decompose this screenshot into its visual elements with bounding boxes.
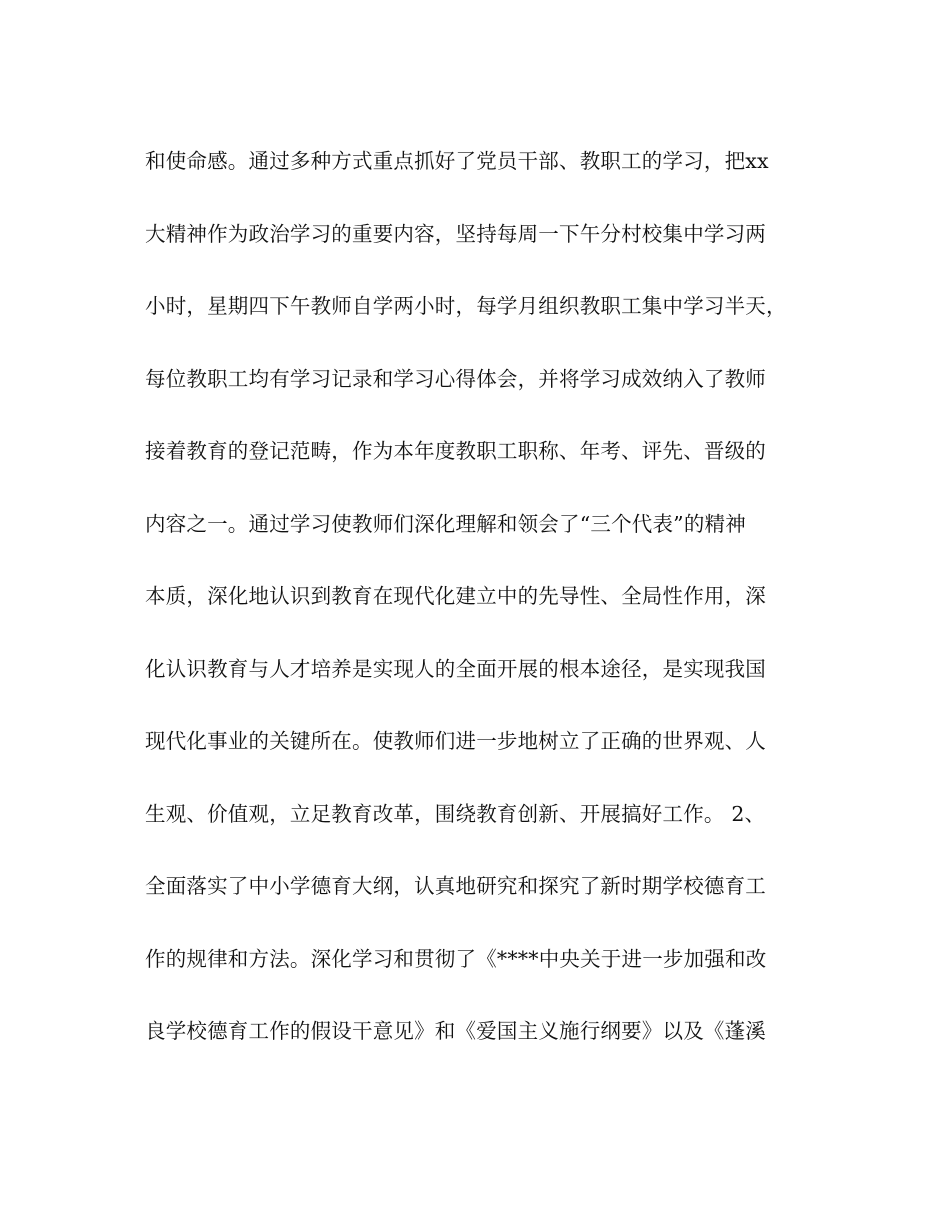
text-line: 本质，深化地认识到教育在现代化建立中的先导性、全局性作用，深	[145, 584, 766, 608]
text-line: 全面落实了中小学德育大纲，认真地研究和探究了新时期学校德育工	[145, 874, 766, 898]
text-line: 内容之一。通过学习使教师们深化理解和领会了“三个代表”的精神	[145, 511, 746, 536]
text-line: 生观、价值观，立足教育改革，围绕教育创新、开展搞好工作。 2、	[145, 801, 766, 826]
text-line: 和使命感。通过多种方式重点抓好了党员干部、教职工的学习，把xx	[145, 149, 769, 173]
body-text	[145, 141, 815, 1084]
text-line: 化认识教育与人才培养是实现人的全面开展的根本途径，是实现我国	[145, 656, 766, 681]
text-line: 作的规律和方法。深化学习和贯彻了《****中央关于进一步加强和改	[145, 946, 767, 971]
text-line: 现代化事业的关键所在。使教师们进一步地树立了正确的世界观、人	[145, 729, 766, 753]
text-line: 小时，星期四下午教师自学两小时，每学月组织教职工集中学习半天，	[145, 294, 787, 318]
text-line: 大精神作为政治学习的重要内容，坚持每周一下午分村校集中学习两	[145, 221, 766, 246]
text-line: 良学校德育工作的假设干意见》和《爱国主义施行纲要》以及《蓬溪	[145, 1019, 766, 1043]
text-line: 每位教职工均有学习记录和学习心得体会，并将学习成效纳入了教师	[145, 366, 766, 391]
text-line: 接着教育的登记范畴，作为本年度教职工职称、年考、评先、晋级的	[145, 439, 766, 463]
